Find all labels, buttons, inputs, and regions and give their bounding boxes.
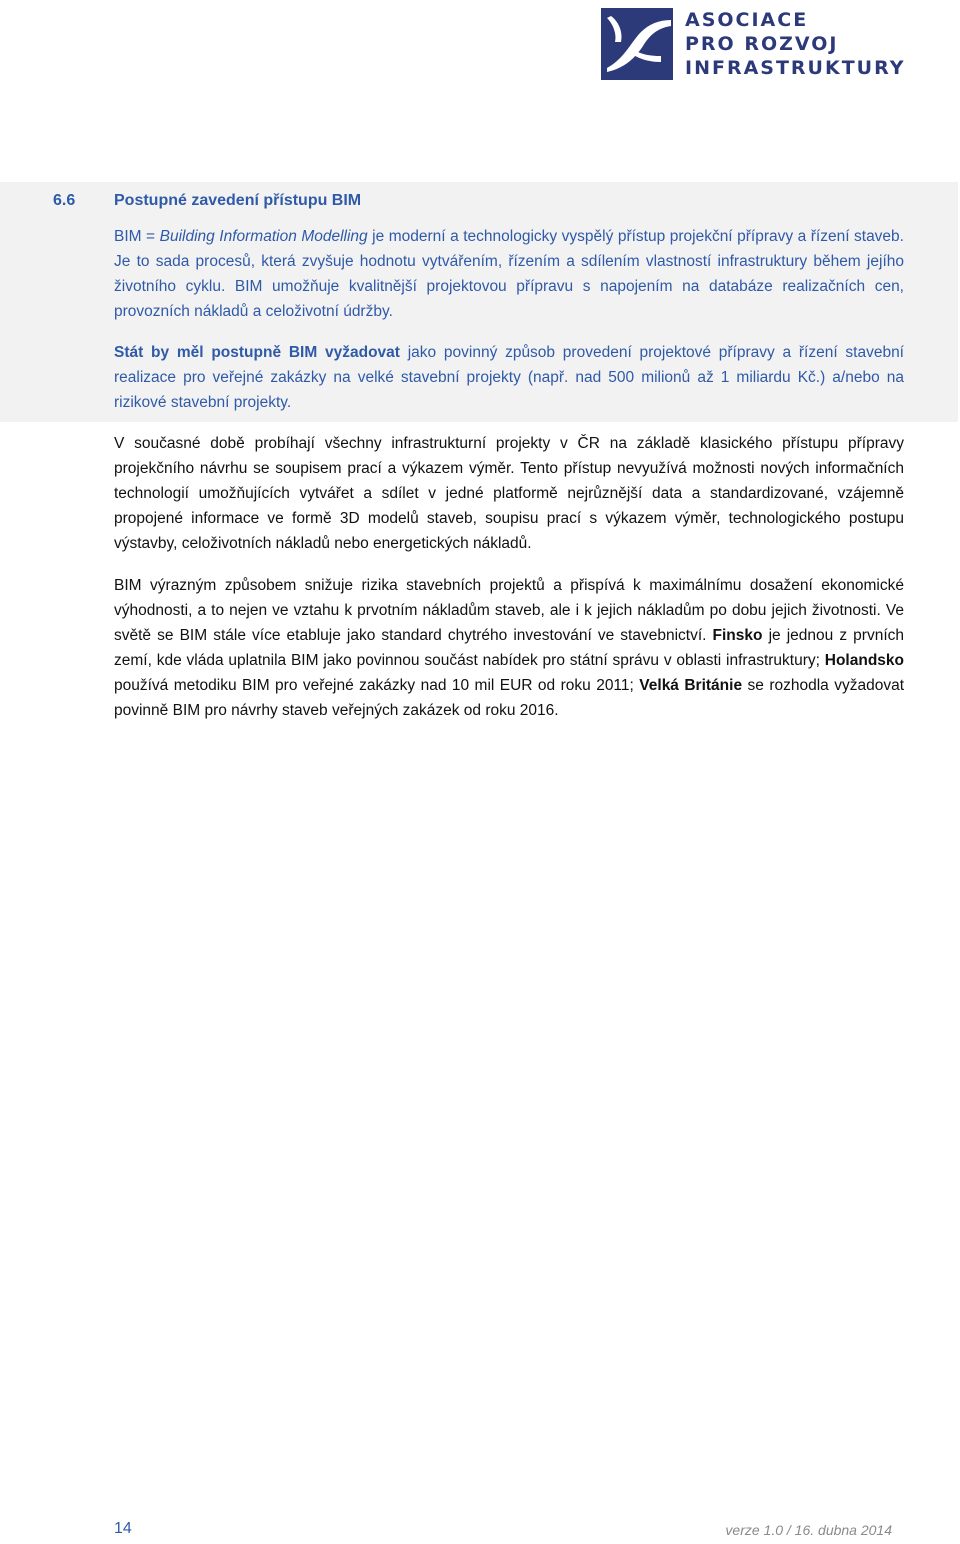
version-label: verze 1.0 / 16. dubna 2014 [725, 1522, 892, 1538]
recommendation-paragraph [114, 340, 904, 415]
benefits-text-c: je jednou z prvních zemí, kde vláda uplatnila BIM jako povinnou součást nabídek pro státní správu v oblasti infrastruktury; [114, 627, 904, 669]
logo-line-3: INFRASTRUKTURY [685, 57, 906, 79]
intro-rest: je moderní a technologicky vyspělý přístup projekční přípravy a řízení staveb. Je to sada procesů, která zvyšuje hodnotu vytvářením, řízením a sdílením vlastností infrastruktury během jejího životního cyklu. BIM umožňuje kvalitnější projektovou přípravu s napojením na databáze realizačních cen, provozních nákladů a celoživotní údržby. [114, 228, 904, 320]
benefits-text-e: se rozhodla vyžadovat povinně BIM pro návrhy staveb veřejných zakázek od roku 2016. [114, 677, 904, 719]
benefits-paragraph [114, 573, 904, 723]
section-title: Postupné zavedení přístupu BIM [114, 192, 362, 209]
recommendation-rest: jako povinný způsob provedení projektové přípravy a řízení stavební realizace pro veřejné zakázky na velké stavební projekty (např. nad 500 milionů až 1 miliardu Kč.) a/nebo na rizikové stavební projekty. [114, 344, 904, 411]
benefits-text-a: BIM výrazným způsobem snižuje rizika stavebních projektů a přispívá k maximálnímu dosažení ekonomické výhodnosti, a to nejen ve vztahu k prvotním nákladům staveb, ale i k jejich nákladům po dobu jejich životnosti. Ve světě se BIM stále více etabluje jako standard chytrého investování ve stavebnictví. [114, 577, 904, 644]
logo-wordmark [685, 8, 905, 80]
intro-paragraph [114, 224, 904, 324]
country-netherlands: Holandsko [824, 652, 904, 669]
country-finland: Finsko [712, 627, 763, 644]
recommendation-bold: Stát by měl postupně BIM vyžadovat [114, 344, 400, 361]
country-uk: Velká Británie [639, 677, 743, 694]
section-heading [53, 192, 361, 210]
section-number: 6.6 [53, 192, 76, 209]
logo-line-1: ASOCIACE [685, 9, 809, 31]
benefits-text-d: používá metodiku BIM pro veřejné zakázky nad 10 mil EUR od roku 2011; [114, 677, 640, 694]
current-state-paragraph: V současné době probíhají všechny infrastrukturní projekty v ČR na základě klasického přístupu přípravy projekčního návrhu se soupisem prací a výkazem výměr. Tento přístup nevyužívá možnosti nových informačních technologií umožňujících vytvářet a sdílet v jedné platformě nejrůznější data a standardizované, vzájemně propojené informace ve formě 3D modelů staveb, soupisu prací s výkazem výměr, technologického postupu výstavby, celoživotních nákladů nebo energetických nákladů. [114, 435, 904, 552]
intro-prefix: BIM = [114, 228, 160, 245]
intro-term: Building Information Modelling [159, 228, 368, 245]
logo-mark-icon [601, 8, 673, 80]
logo-line-2: PRO ROZVOJ [685, 33, 839, 55]
page-number: 14 [114, 1520, 132, 1537]
organization-logo [601, 8, 911, 80]
